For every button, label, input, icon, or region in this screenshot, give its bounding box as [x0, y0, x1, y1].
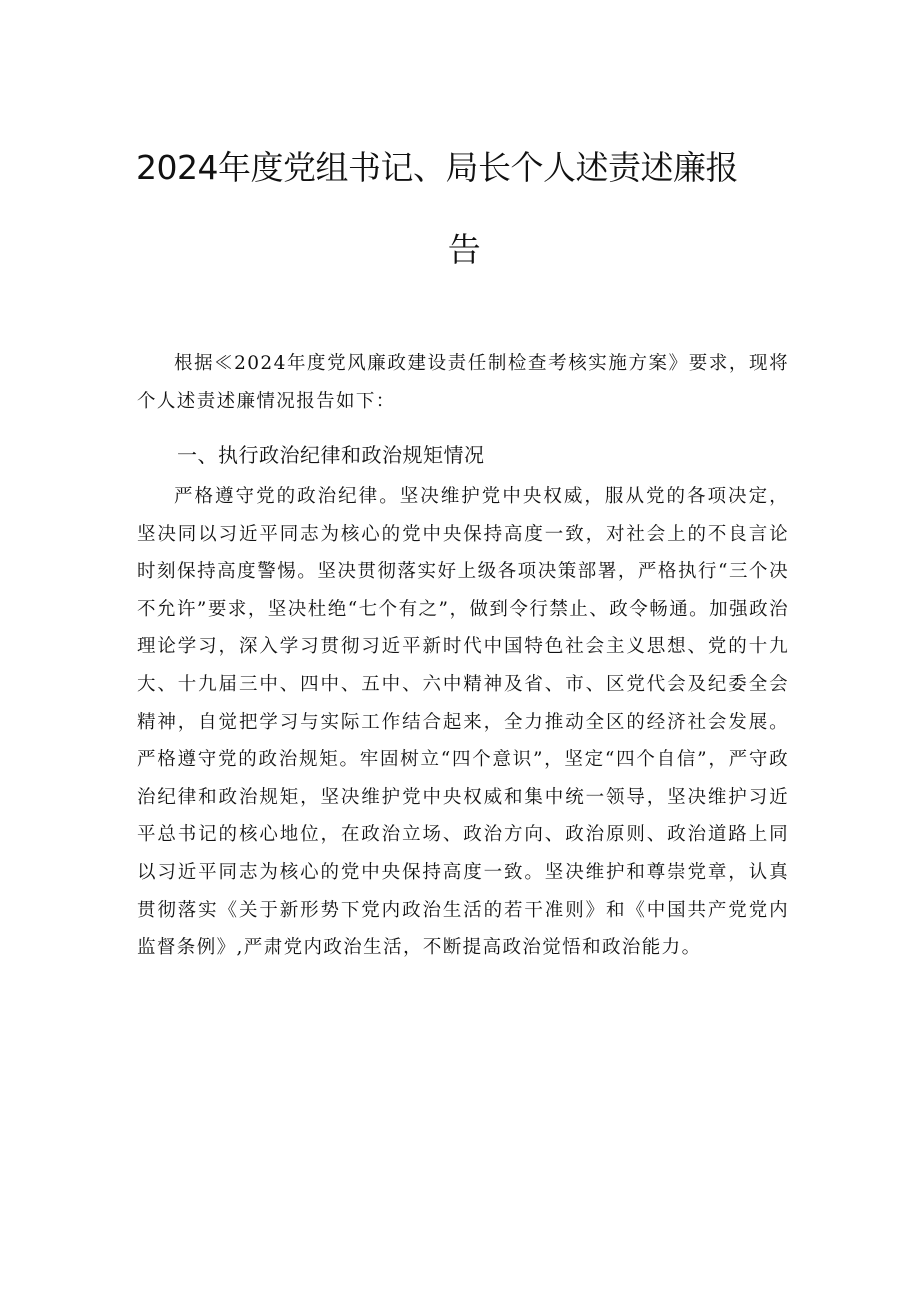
intro-paragraph: 根据≪2024年度党风廉政建设责任制检查考核实施方案》要求，现将个人述责述廉情况报告如下：: [137, 353, 789, 412]
document-title-line-2: 告: [447, 230, 481, 269]
section-1-paragraph: 严格遵守党的政治纪律。坚决维护党中央权威，服从党的各项决定，坚决同以习近平同志为核心的党中央保持高度一致，对社会上的不良言论时刻保持高度警惕。坚决贯彻落实好上级各项决策部署，严格执行“三个决不允许”要求，坚决杜绝“七个有之”，做到令行禁止、政令畅通。加强政治理论学习，深入学习贯彻习近平新时代中国特色社会主义思想、党的十九大、十九届三中、四中、五中、六中精神及省、市、区党代会及纪委全会精神，自觉把学习与实际工作结合起来，全力推动全区的经济社会发展。严格遵守党的政治规矩。牢固树立“四个意识”，坚定“四个自信”，严守政治纪律和政治规矩，坚决维护党中央权威和集中统一领导，坚决维护习近平总书记的核心地位，在政治立场、政治方向、政治原则、政治道路上同以习近平同志为核心的党中央保持高度一致。坚决维护和尊崇党章，认真贯彻落实《关于新形势下党内政治生活的若干准则》和《中国共产党党内监督条例》,严肃党内政治生活，不断提高政治觉悟和政治能力。: [137, 486, 789, 959]
section-heading-1: 一、执行政治纪律和政治规矩情况: [177, 443, 485, 467]
document-title-line-1: 2024年度党组书记、局长个人述责述廉报: [136, 148, 738, 187]
